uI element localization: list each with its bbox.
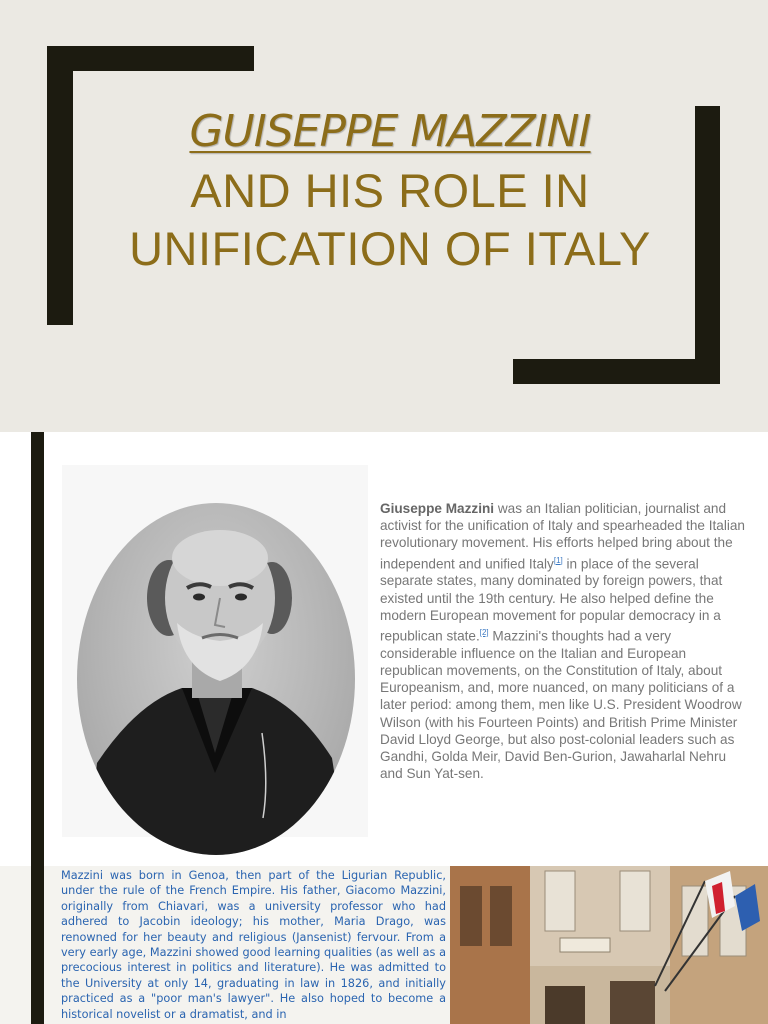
frame-bracket-top (47, 46, 254, 71)
frame-bracket-bottom (513, 359, 720, 384)
bio-name: Giuseppe Mazzini (380, 501, 495, 516)
frame-bracket-left (47, 46, 73, 325)
bio-part-3: Mazzini's thoughts had a very considerable influence on the Italian and European republican movements, on the Constitution of Italy, about Europeanism, and, more nuanced, on many politicians of a later period: among them, men like U.S. President Woodrow Wilson (with his Fourteen Points) and British Prime Minister David Lloyd George, but also post-colonial leaders such as Gandhi, Golda Meir, David Ben-Gurion, Jawaharlal Nehru and Sun Yat-sen. (380, 628, 742, 782)
slide-accent-bar (31, 432, 44, 866)
portrait-illustration (77, 503, 355, 855)
bio-slide (0, 432, 768, 866)
title-slide (0, 0, 768, 432)
subtitle-line-2: UNIFICATION OF ITALY (129, 222, 651, 275)
birthplace-photo (450, 866, 768, 1024)
reference-link-2[interactable]: [2] (479, 627, 489, 637)
reference-link-1[interactable]: [1] (553, 555, 563, 565)
frame-bracket-right (695, 106, 720, 384)
building-illustration (450, 866, 768, 1024)
early-life-text: Mazzini was born in Genoa, then part of the Ligurian Republic, under the rule of the French Empire. His father, Giacomo Mazzini, originally from Chiavari, was a university professor who had adhered to Jacobin ideology; his mother, Maria Drago, was renowned for her beauty and religious (Jansenist) fervour. From a very early age, Mazzini showed good learning qualities (as well as a precocious interest in politics and literature). He was admitted to the University at only 14, graduating in law in 1826, and initially practiced as a "poor man's lawyer". He also hoped to become a historical novelist or a dramatist, and in (61, 869, 446, 1021)
early-life-slide (0, 866, 768, 1024)
bio-part-1: was an Italian politician, journalist and activist for the unification of Italy and spearheaded the Italian revolutionary movement. His efforts helped bring about the independent and unified Italy (380, 501, 745, 572)
bio-text (380, 500, 746, 782)
title-block (100, 102, 680, 278)
portrait-oval (77, 503, 355, 855)
slide-accent-bar-2 (31, 866, 44, 1024)
title-name: GUISEPPE MAZZINI (189, 106, 591, 157)
bio-part-2: in place of the several separate states, many dominated by foreign powers, that existed until the 19th century. He also helped define the modern European movement for popular democracy in a republican state. (380, 556, 723, 644)
subtitle-line-1: AND HIS ROLE IN (190, 164, 590, 217)
portrait-image (62, 465, 368, 837)
